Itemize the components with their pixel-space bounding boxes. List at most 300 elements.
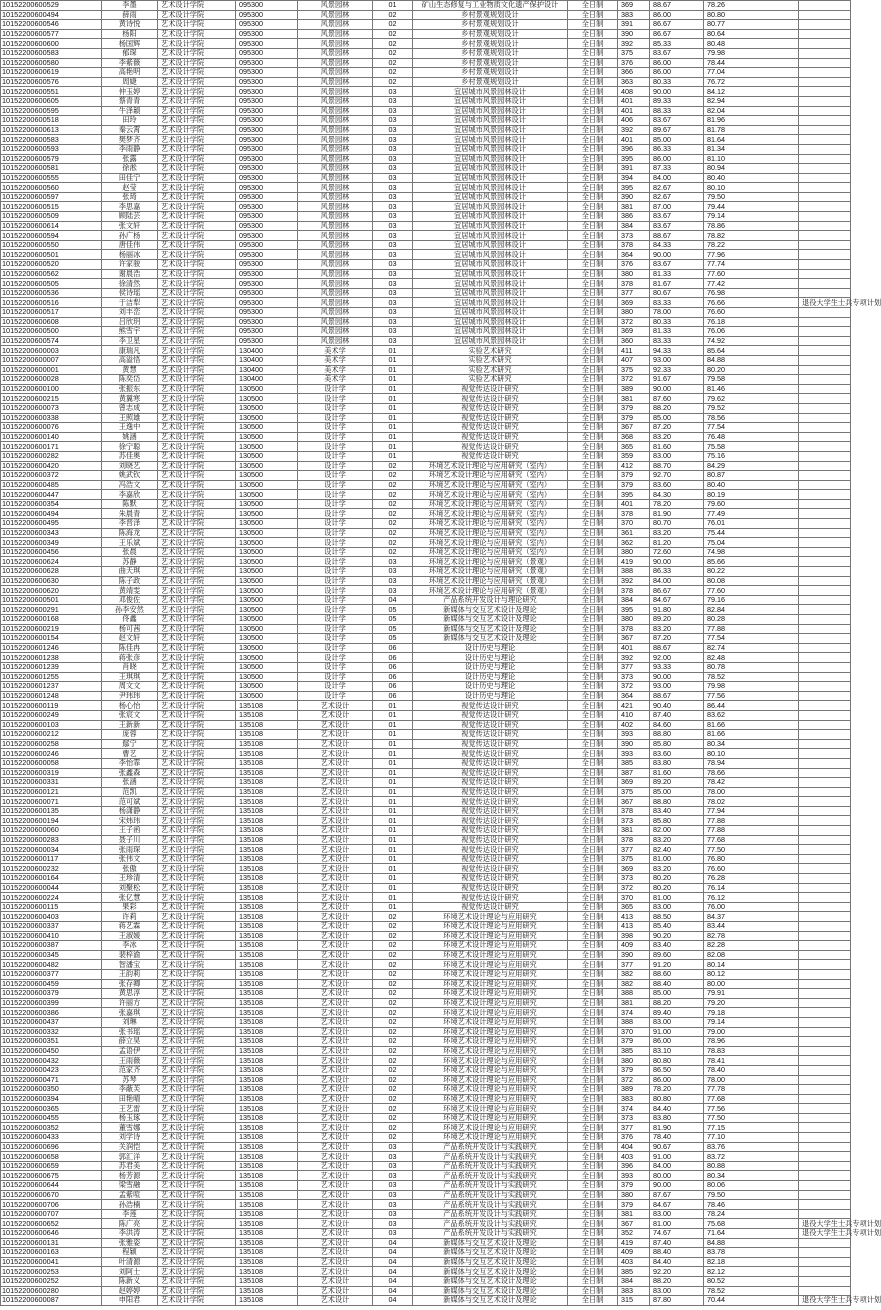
candidate-id-cell: 10152200600560	[1, 183, 102, 193]
table-row	[1, 327, 851, 337]
direction-cell: 产品系统开发设计与实践研究	[413, 1200, 568, 1210]
candidate-id-cell: 10152200600614	[1, 221, 102, 231]
candidate-id-cell: 10152200600349	[1, 538, 102, 548]
retest-score-cell: 87.40	[650, 710, 704, 720]
direction-code-cell: 02	[373, 499, 413, 509]
major-cell: 艺术设计	[298, 826, 373, 836]
initial-score-cell: 365	[618, 902, 650, 912]
direction-code-cell: 01	[373, 423, 413, 433]
major-code-cell: 095300	[236, 269, 298, 279]
total-score-cell: 81.96	[704, 116, 799, 126]
table-row	[1, 202, 851, 212]
table-row	[1, 950, 851, 960]
table-row	[1, 96, 851, 106]
total-score-cell: 80.06	[704, 1181, 799, 1191]
total-score-cell: 76.14	[704, 883, 799, 893]
college-cell: 艺术设计学院	[158, 1248, 236, 1258]
candidate-id-cell: 10152200600338	[1, 413, 102, 423]
name-cell: 孙浩楠	[102, 1200, 158, 1210]
name-cell: 关润恺	[102, 1142, 158, 1152]
direction-code-cell: 03	[373, 154, 413, 164]
initial-score-cell: 396	[618, 1161, 650, 1171]
major-code-cell: 135108	[236, 1200, 298, 1210]
table-row	[1, 634, 851, 644]
name-cell: 范可斌	[102, 797, 158, 807]
table-row	[1, 490, 851, 500]
table-row	[1, 720, 851, 730]
major-cell: 风景园林	[298, 288, 373, 298]
major-cell: 艺术设计	[298, 1219, 373, 1229]
retest-score-cell: 88.40	[650, 979, 704, 989]
remark-cell	[799, 1075, 851, 1085]
table-row	[1, 1209, 851, 1219]
study-mode-cell: 全日制	[568, 375, 618, 385]
major-code-cell: 135108	[236, 1161, 298, 1171]
major-cell: 艺术设计	[298, 730, 373, 740]
candidate-id-cell: 10152200600555	[1, 173, 102, 183]
table-row	[1, 1046, 851, 1056]
major-cell: 艺术设计	[298, 1094, 373, 1104]
major-code-cell: 135108	[236, 1286, 298, 1296]
total-score-cell: 80.22	[704, 567, 799, 577]
remark-cell	[799, 336, 851, 346]
study-mode-cell: 全日制	[568, 893, 618, 903]
total-score-cell: 79.98	[704, 682, 799, 692]
major-code-cell: 130400	[236, 375, 298, 385]
retest-score-cell: 78.20	[650, 1085, 704, 1095]
study-mode-cell: 全日制	[568, 902, 618, 912]
remark-cell	[799, 682, 851, 692]
major-cell: 艺术设计	[298, 1267, 373, 1277]
major-code-cell: 095300	[236, 231, 298, 241]
table-row	[1, 768, 851, 778]
major-cell: 艺术设计	[298, 749, 373, 759]
major-code-cell: 095300	[236, 298, 298, 308]
total-score-cell: 79.52	[704, 403, 799, 413]
major-code-cell: 135108	[236, 1181, 298, 1191]
study-mode-cell: 全日制	[568, 1017, 618, 1027]
study-mode-cell: 全日制	[568, 1142, 618, 1152]
candidate-id-cell: 10152200600332	[1, 1027, 102, 1037]
direction-code-cell: 03	[373, 317, 413, 327]
name-cell: 刘晓艺	[102, 461, 158, 471]
direction-code-cell: 02	[373, 1046, 413, 1056]
name-cell: 果彩	[102, 902, 158, 912]
remark-cell	[799, 1200, 851, 1210]
table-row	[1, 557, 851, 567]
study-mode-cell: 全日制	[568, 1181, 618, 1191]
name-cell: 肖晓	[102, 662, 158, 672]
college-cell: 艺术设计学院	[158, 279, 236, 289]
candidate-id-cell: 10152200600319	[1, 768, 102, 778]
major-code-cell: 135108	[236, 720, 298, 730]
remark-cell	[799, 557, 851, 567]
total-score-cell: 80.34	[704, 739, 799, 749]
retest-score-cell: 89.67	[650, 125, 704, 135]
remark-cell	[799, 48, 851, 58]
college-cell: 艺术设计学院	[158, 835, 236, 845]
retest-score-cell: 90.00	[650, 250, 704, 260]
initial-score-cell: 375	[618, 854, 650, 864]
major-code-cell: 135108	[236, 1113, 298, 1123]
retest-score-cell: 88.33	[650, 106, 704, 116]
major-code-cell: 130500	[236, 691, 298, 701]
candidate-id-cell: 10152200600258	[1, 739, 102, 749]
direction-cell: 环境艺术设计理论与应用研究	[413, 912, 568, 922]
direction-code-cell: 01	[373, 355, 413, 365]
retest-score-cell: 90.00	[650, 384, 704, 394]
college-cell: 艺术设计学院	[158, 624, 236, 634]
total-score-cell: 81.10	[704, 154, 799, 164]
total-score-cell: 80.40	[704, 480, 799, 490]
name-cell: 黄翼寒	[102, 394, 158, 404]
table-row	[1, 643, 851, 653]
table-row	[1, 797, 851, 807]
direction-code-cell: 03	[373, 1142, 413, 1152]
initial-score-cell: 367	[618, 634, 650, 644]
remark-cell	[799, 672, 851, 682]
total-score-cell: 77.50	[704, 845, 799, 855]
study-mode-cell: 全日制	[568, 308, 618, 318]
candidate-id-cell: 10152200600624	[1, 557, 102, 567]
total-score-cell: 77.68	[704, 1094, 799, 1104]
name-cell: 王逸中	[102, 423, 158, 433]
major-code-cell: 135108	[236, 941, 298, 951]
direction-code-cell: 06	[373, 682, 413, 692]
total-score-cell: 83.72	[704, 1152, 799, 1162]
total-score-cell: 79.14	[704, 1017, 799, 1027]
direction-cell: 视觉传达设计研究	[413, 758, 568, 768]
candidate-id-cell: 10152200600121	[1, 787, 102, 797]
remark-cell	[799, 595, 851, 605]
major-code-cell: 135108	[236, 893, 298, 903]
total-score-cell: 76.18	[704, 317, 799, 327]
retest-score-cell: 90.00	[650, 672, 704, 682]
total-score-cell: 75.04	[704, 538, 799, 548]
study-mode-cell: 全日制	[568, 442, 618, 452]
initial-score-cell: 386	[618, 212, 650, 222]
candidate-id-cell: 10152200600028	[1, 375, 102, 385]
college-cell: 艺术设计学院	[158, 1171, 236, 1181]
major-code-cell: 135108	[236, 912, 298, 922]
table-row	[1, 173, 851, 183]
study-mode-cell: 全日制	[568, 394, 618, 404]
college-cell: 艺术设计学院	[158, 1229, 236, 1239]
major-cell: 风景园林	[298, 29, 373, 39]
initial-score-cell: 379	[618, 1037, 650, 1047]
table-row	[1, 1219, 851, 1229]
name-cell: 邓俊佐	[102, 595, 158, 605]
major-cell: 艺术设计	[298, 710, 373, 720]
table-row	[1, 998, 851, 1008]
candidate-id-cell: 10152200600576	[1, 77, 102, 87]
total-score-cell: 78.52	[704, 672, 799, 682]
table-body	[1, 0, 881, 1306]
retest-score-cell: 88.80	[650, 730, 704, 740]
candidate-id-cell: 10152200600509	[1, 212, 102, 222]
candidate-id-cell: 10152200600670	[1, 1190, 102, 1200]
retest-score-cell: 84.40	[650, 1104, 704, 1114]
table-row	[1, 816, 851, 826]
retest-score-cell: 85.00	[650, 989, 704, 999]
remark-cell	[799, 432, 851, 442]
study-mode-cell: 全日制	[568, 739, 618, 749]
total-score-cell: 82.94	[704, 96, 799, 106]
total-score-cell: 81.66	[704, 720, 799, 730]
initial-score-cell: 379	[618, 1181, 650, 1191]
candidate-id-cell: 10152200600350	[1, 1085, 102, 1095]
initial-score-cell: 375	[618, 365, 650, 375]
college-cell: 艺术设计学院	[158, 212, 236, 222]
retest-score-cell: 84.30	[650, 490, 704, 500]
major-code-cell: 135108	[236, 1133, 298, 1143]
major-code-cell: 130500	[236, 528, 298, 538]
direction-cell: 视觉传达设计研究	[413, 394, 568, 404]
direction-cell: 视觉传达设计研究	[413, 797, 568, 807]
table-row	[1, 403, 851, 413]
major-cell: 艺术设计	[298, 1046, 373, 1056]
retest-score-cell: 88.50	[650, 912, 704, 922]
remark-cell	[799, 701, 851, 711]
total-score-cell: 80.88	[704, 1161, 799, 1171]
major-cell: 设计学	[298, 394, 373, 404]
table-row	[1, 87, 851, 97]
name-cell: 冯浩文	[102, 480, 158, 490]
remark-cell	[799, 854, 851, 864]
direction-code-cell: 02	[373, 1056, 413, 1066]
initial-score-cell: 380	[618, 1190, 650, 1200]
college-cell: 艺术设计学院	[158, 413, 236, 423]
study-mode-cell: 全日制	[568, 989, 618, 999]
remark-cell	[799, 960, 851, 970]
direction-code-cell: 03	[373, 202, 413, 212]
direction-cell: 产品系统开发设计与实践研究	[413, 1219, 568, 1229]
table-row	[1, 77, 851, 87]
candidate-id-cell: 10152200600594	[1, 231, 102, 241]
direction-cell: 新媒体与交互艺术设计及理论	[413, 1286, 568, 1296]
major-code-cell: 095300	[236, 260, 298, 270]
retest-score-cell: 83.20	[650, 432, 704, 442]
major-cell: 设计学	[298, 499, 373, 509]
candidate-id-cell: 10152200600282	[1, 451, 102, 461]
initial-score-cell: 375	[618, 48, 650, 58]
direction-code-cell: 01	[373, 375, 413, 385]
direction-code-cell: 02	[373, 941, 413, 951]
candidate-id-cell: 10152200600455	[1, 1113, 102, 1123]
total-score-cell: 82.12	[704, 1267, 799, 1277]
candidate-id-cell: 10152200600608	[1, 317, 102, 327]
direction-code-cell: 01	[373, 403, 413, 413]
direction-code-cell: 06	[373, 672, 413, 682]
major-code-cell: 135108	[236, 768, 298, 778]
table-row	[1, 308, 851, 318]
major-cell: 艺术设计	[298, 883, 373, 893]
table-row	[1, 1056, 851, 1066]
name-cell: 孙广杨	[102, 231, 158, 241]
name-cell: 杨心怡	[102, 701, 158, 711]
total-score-cell: 78.94	[704, 758, 799, 768]
major-cell: 风景园林	[298, 135, 373, 145]
direction-cell: 宜居城市风景园林设计	[413, 317, 568, 327]
name-cell: 田艳晴	[102, 1094, 158, 1104]
direction-code-cell: 01	[373, 874, 413, 884]
initial-score-cell: 401	[618, 135, 650, 145]
total-score-cell: 79.62	[704, 394, 799, 404]
remark-cell	[799, 1276, 851, 1286]
remark-cell	[799, 499, 851, 509]
college-cell: 艺术设计学院	[158, 384, 236, 394]
name-cell: 申阳君	[102, 1296, 158, 1306]
name-cell: 宋炜玮	[102, 816, 158, 826]
name-cell: 张宸文	[102, 710, 158, 720]
direction-cell: 环境艺术设计理论与应用研究（室内）	[413, 471, 568, 481]
name-cell: 许莉	[102, 912, 158, 922]
direction-code-cell: 01	[373, 710, 413, 720]
study-mode-cell: 全日制	[568, 1085, 618, 1095]
initial-score-cell: 388	[618, 1017, 650, 1027]
retest-score-cell: 83.67	[650, 116, 704, 126]
total-score-cell: 78.56	[704, 413, 799, 423]
direction-cell: 乡村景观规划设计	[413, 77, 568, 87]
candidate-id-cell: 10152200600529	[1, 1, 102, 11]
initial-score-cell: 390	[618, 950, 650, 960]
table-row	[1, 1161, 851, 1171]
study-mode-cell: 全日制	[568, 1200, 618, 1210]
table-row	[1, 1017, 851, 1027]
major-cell: 艺术设计	[298, 854, 373, 864]
initial-score-cell: 378	[618, 835, 650, 845]
name-cell: 李晋泽	[102, 519, 158, 529]
candidate-id-cell: 10152200600495	[1, 519, 102, 529]
initial-score-cell: 369	[618, 327, 650, 337]
retest-score-cell: 91.80	[650, 605, 704, 615]
direction-cell: 乡村景观规划设计	[413, 39, 568, 49]
remark-cell	[799, 1190, 851, 1200]
major-cell: 艺术设计	[298, 778, 373, 788]
study-mode-cell: 全日制	[568, 1094, 618, 1104]
retest-score-cell: 93.33	[650, 662, 704, 672]
initial-score-cell: 403	[618, 1152, 650, 1162]
direction-code-cell: 03	[373, 576, 413, 586]
major-code-cell: 130500	[236, 643, 298, 653]
college-cell: 艺术设计学院	[158, 1075, 236, 1085]
study-mode-cell: 全日制	[568, 615, 618, 625]
direction-code-cell: 03	[373, 557, 413, 567]
major-cell: 艺术设计	[298, 835, 373, 845]
major-code-cell: 135108	[236, 1008, 298, 1018]
direction-code-cell: 01	[373, 864, 413, 874]
major-code-cell: 095300	[236, 125, 298, 135]
total-score-cell: 82.04	[704, 106, 799, 116]
study-mode-cell: 全日制	[568, 346, 618, 356]
remark-cell	[799, 29, 851, 39]
college-cell: 艺术设计学院	[158, 1181, 236, 1191]
major-cell: 艺术设计	[298, 1123, 373, 1133]
retest-score-cell: 92.20	[650, 1267, 704, 1277]
direction-cell: 宜居城市风景园林设计	[413, 164, 568, 174]
table-row	[1, 615, 851, 625]
candidate-id-cell: 10152200600337	[1, 922, 102, 932]
table-row	[1, 1113, 851, 1123]
total-score-cell: 84.88	[704, 1238, 799, 1248]
study-mode-cell: 全日制	[568, 1286, 618, 1296]
direction-code-cell: 03	[373, 327, 413, 337]
candidate-id-cell: 10152200600283	[1, 835, 102, 845]
name-cell: 李墨	[102, 1, 158, 11]
candidate-id-cell: 10152200600253	[1, 1267, 102, 1277]
direction-cell: 视觉传达设计研究	[413, 826, 568, 836]
direction-code-cell: 02	[373, 1027, 413, 1037]
direction-cell: 视觉传达设计研究	[413, 403, 568, 413]
table-row	[1, 1238, 851, 1248]
retest-score-cell: 72.60	[650, 547, 704, 557]
initial-score-cell: 377	[618, 960, 650, 970]
name-cell: 曹艺	[102, 749, 158, 759]
total-score-cell: 78.42	[704, 778, 799, 788]
college-cell: 艺术设计学院	[158, 1142, 236, 1152]
study-mode-cell: 全日制	[568, 547, 618, 557]
major-code-cell: 135108	[236, 1037, 298, 1047]
major-code-cell: 095300	[236, 173, 298, 183]
college-cell: 艺术设计学院	[158, 1219, 236, 1229]
name-cell: 杨阳	[102, 29, 158, 39]
major-cell: 设计学	[298, 442, 373, 452]
study-mode-cell: 全日制	[568, 355, 618, 365]
table-row	[1, 260, 851, 270]
direction-cell: 新媒体与交互艺术设计及理论	[413, 1238, 568, 1248]
retest-score-cell: 91.20	[650, 960, 704, 970]
major-cell: 设计学	[298, 672, 373, 682]
major-code-cell: 130500	[236, 547, 298, 557]
initial-score-cell: 376	[618, 1133, 650, 1143]
direction-code-cell: 02	[373, 528, 413, 538]
college-cell: 艺术设计学院	[158, 778, 236, 788]
initial-score-cell: 360	[618, 336, 650, 346]
candidate-id-cell: 10152200600280	[1, 1286, 102, 1296]
direction-code-cell: 03	[373, 1219, 413, 1229]
direction-cell: 环境艺术设计理论与应用研究	[413, 998, 568, 1008]
retest-score-cell: 89.20	[650, 615, 704, 625]
name-cell: 赵文轩	[102, 634, 158, 644]
direction-cell: 视觉传达设计研究	[413, 413, 568, 423]
initial-score-cell: 393	[618, 1171, 650, 1181]
retest-score-cell: 88.67	[650, 231, 704, 241]
study-mode-cell: 全日制	[568, 854, 618, 864]
study-mode-cell: 全日制	[568, 874, 618, 884]
college-cell: 艺术设计学院	[158, 653, 236, 663]
direction-code-cell: 02	[373, 10, 413, 20]
initial-score-cell: 372	[618, 883, 650, 893]
initial-score-cell: 385	[618, 758, 650, 768]
major-cell: 风景园林	[298, 96, 373, 106]
direction-cell: 环境艺术设计理论与应用研究	[413, 1104, 568, 1114]
college-cell: 艺术设计学院	[158, 442, 236, 452]
college-cell: 艺术设计学院	[158, 586, 236, 596]
study-mode-cell: 全日制	[568, 48, 618, 58]
name-cell: 王淑媛	[102, 931, 158, 941]
major-code-cell: 135108	[236, 1085, 298, 1095]
remark-cell	[799, 279, 851, 289]
remark-cell	[799, 739, 851, 749]
name-cell: 高溢悟	[102, 355, 158, 365]
direction-cell: 视觉传达设计研究	[413, 806, 568, 816]
study-mode-cell: 全日制	[568, 960, 618, 970]
initial-score-cell: 388	[618, 989, 650, 999]
initial-score-cell: 379	[618, 413, 650, 423]
table-row	[1, 941, 851, 951]
direction-cell: 环境艺术设计理论与应用研究	[413, 1075, 568, 1085]
retest-score-cell: 88.40	[650, 1248, 704, 1258]
